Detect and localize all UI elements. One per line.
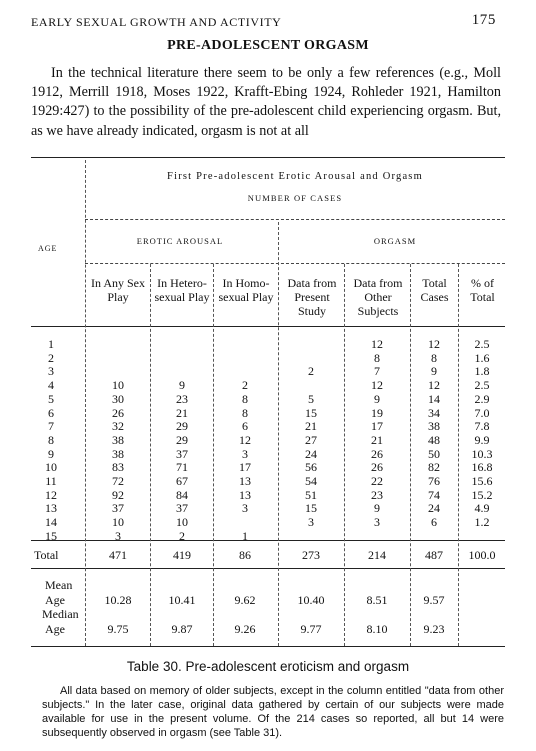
table-cell: 6 [431, 515, 437, 530]
age-header: AGE [38, 244, 58, 253]
total-cell: 471 [109, 548, 127, 562]
table-cell: 14 [428, 391, 440, 406]
table-cell: 26 [371, 460, 383, 475]
total-bottom-rule [31, 568, 505, 569]
table-cell: 21 [176, 405, 188, 420]
mean-cell: 9.57 [423, 593, 445, 607]
table-cell: 12 [428, 337, 440, 351]
table-cell: 13 [239, 474, 251, 488]
table-cell: 82 [428, 460, 440, 475]
table-cell: 54 [305, 474, 317, 488]
total-label: Total [34, 548, 59, 562]
age-label: 4 [48, 378, 54, 393]
age-label: 12 [45, 487, 57, 502]
column-header: In Hetero-sexual Play [154, 276, 210, 304]
age-label: 10 [45, 460, 57, 475]
table-cell: 12 [428, 378, 440, 393]
table-cell: 3 [242, 446, 248, 461]
table-cell: 2.9 [474, 391, 490, 406]
body-paragraph [31, 64, 501, 141]
mean-cell: 10.41 [168, 593, 196, 607]
table-cell: 15.2 [471, 487, 493, 502]
age-label: 5 [48, 391, 54, 406]
age-column-divider [85, 160, 86, 646]
table-cell: 23 [176, 391, 188, 406]
group-header-orgasm: ORGASM [373, 236, 417, 246]
table-cell: 19 [371, 405, 383, 420]
age-label: 2 [48, 350, 54, 365]
table-cell: 83 [112, 460, 124, 475]
table-title-rule [85, 219, 505, 220]
age-label: 15 [45, 528, 57, 543]
table-cell: 7.8 [474, 419, 490, 434]
table-cell: 92 [112, 487, 124, 502]
table-top-rule [31, 157, 505, 158]
table-title: First Pre-adolescent Erotic Arousal and Orgasm [167, 171, 423, 182]
table-cell: 15 [305, 501, 317, 516]
table-cell: 12 [239, 432, 251, 447]
table-cell: 10 [112, 515, 124, 530]
section-title: PRE-ADOLESCENT ORGASM [167, 38, 369, 53]
table-cell: 13 [239, 487, 251, 502]
table-cell: 29 [176, 432, 188, 447]
table-cell: 32 [112, 419, 124, 434]
column-header: Data from Other Subjects [353, 276, 403, 318]
table-cell: 8 [374, 350, 380, 365]
table-cell: 9 [431, 364, 437, 379]
table-cell: 37 [176, 501, 188, 516]
table-cell: 24 [428, 501, 440, 516]
table-cell: 9.9 [474, 432, 490, 447]
table-cell: 74 [428, 487, 440, 502]
table-cell: 26 [371, 446, 383, 461]
table-cell: 12 [371, 337, 383, 351]
column-header: Data from Present Study [287, 276, 337, 318]
age-label: 7 [48, 419, 54, 434]
total-cell: 419 [173, 548, 191, 562]
running-head-title: EARLY SEXUAL GROWTH AND ACTIVITY [31, 15, 282, 29]
table-cell: 17 [239, 460, 251, 475]
table-cell: 9 [179, 378, 185, 393]
table-cell: 84 [176, 487, 188, 502]
column-divider [150, 264, 151, 646]
column-header: % of Total [470, 276, 495, 304]
age-label: 3 [48, 364, 54, 379]
table-cell: 22 [371, 474, 383, 488]
table-bottom-rule [31, 646, 505, 647]
table-cell: 76 [428, 474, 440, 488]
table-cell: 7.0 [474, 405, 490, 420]
age-label: 6 [48, 405, 54, 420]
total-cell: 273 [302, 548, 320, 562]
table-cell: 8 [242, 405, 248, 420]
table-note [42, 684, 504, 740]
table-cell: 38 [428, 419, 440, 434]
table-cell: 9 [374, 501, 380, 516]
total-cell: 214 [368, 548, 386, 562]
table-note-text: All data based on memory of older subjects, except in the column entitled "data from other subjects." In the later case, original data gathered by certain of our subjects were made available for use in the present volume. Of the 214 cases so reported, all but 14 were subsequently observed in orgasm (see Table 31). [42, 685, 504, 739]
table-cell: 15.6 [471, 474, 493, 488]
running-head [31, 13, 496, 31]
table-cell: 2.5 [474, 378, 490, 393]
table-cell: 30 [112, 391, 124, 406]
table-cell: 9 [374, 391, 380, 406]
table-cell: 34 [428, 405, 440, 420]
table-cell: 3 [308, 515, 314, 530]
table-cell: 1.6 [474, 350, 490, 365]
median-cell: 9.77 [300, 622, 322, 636]
table-cell: 10 [112, 378, 124, 393]
table-cell: 8 [242, 391, 248, 406]
table-cell: 1 [242, 528, 248, 543]
age-label: 9 [48, 446, 54, 461]
table-cell: 50 [428, 446, 440, 461]
table-cell: 3 [115, 528, 121, 543]
mean-label-age: Age [45, 593, 65, 607]
table-cell: 6 [242, 419, 248, 434]
median-cell: 9.23 [423, 622, 445, 636]
mean-cell: 10.28 [104, 593, 132, 607]
table-cell: 26 [112, 405, 124, 420]
table-cell: 21 [371, 432, 383, 447]
table-cell: 4.9 [474, 501, 490, 516]
table-cell: 2 [179, 528, 185, 543]
table-cell: 17 [371, 419, 383, 434]
table-cell: 71 [176, 460, 188, 475]
table-cell: 12 [371, 378, 383, 393]
median-cell: 9.87 [171, 622, 193, 636]
table-cell: 3 [374, 515, 380, 530]
group-header-rule [85, 263, 505, 264]
table-cell: 2.5 [474, 337, 490, 351]
table-cell: 16.8 [471, 460, 493, 475]
table-cell: 56 [305, 460, 317, 475]
column-header: In Any Sex Play [91, 276, 145, 304]
column-divider [344, 264, 345, 646]
table-caption: Table 30. Pre-adolescent eroticism and orgasm [126, 659, 410, 674]
table-cell: 38 [112, 432, 124, 447]
mean-label: Mean [45, 578, 73, 592]
median-cell: 9.26 [234, 622, 256, 636]
table-cell: 38 [112, 446, 124, 461]
table-cell: 5 [308, 391, 314, 406]
group-divider [278, 222, 279, 646]
total-cell: 487 [425, 548, 443, 562]
mean-cell: 9.62 [234, 593, 256, 607]
median-label: Median [42, 607, 79, 621]
table-cell: 21 [305, 419, 317, 434]
table-cell: 2 [242, 378, 248, 393]
table-cell: 29 [176, 419, 188, 434]
median-cell: 8.10 [366, 622, 388, 636]
page-number: 175 [471, 12, 496, 28]
table-cell: 2 [308, 364, 314, 379]
table-cell: 7 [374, 364, 380, 379]
age-label: 11 [45, 474, 57, 488]
paragraph-text: In the technical literature there seem to be only a few references (e.g., Moll 1912, Merrill 1918, Moses 1922, Krafft-Ebing 1924, Rohleder 1921, Hamilton 1929:427) to the possibility of the pre-adolescent child experiencing orgasm. But, as we have already indicated, orgasm is not at all [31, 65, 501, 139]
table-cell: 72 [112, 474, 124, 488]
column-header: Total Cases [420, 276, 449, 304]
group-header-arousal: EROTIC AROUSAL [136, 236, 224, 246]
table-cell: 67 [176, 474, 188, 488]
column-divider [213, 264, 214, 646]
table-cell: 1.2 [474, 515, 490, 530]
mean-cell: 10.40 [297, 593, 325, 607]
table-cell: 27 [305, 432, 317, 447]
age-label: 8 [48, 432, 54, 447]
column-header: In Homo-sexual Play [218, 276, 274, 304]
age-label: 14 [45, 515, 57, 530]
table-cell: 10 [176, 515, 188, 530]
age-label: 1 [48, 337, 54, 351]
table-subtitle: NUMBER OF CASES [247, 193, 343, 203]
table-cell: 3 [242, 501, 248, 516]
table-cell: 48 [428, 432, 440, 447]
table-cell: 1.8 [474, 364, 490, 379]
table-cell: 8 [431, 350, 437, 365]
table-cell: 15 [305, 405, 317, 420]
column-header-rule [31, 326, 505, 327]
table-cell: 10.3 [471, 446, 493, 461]
table-cell: 24 [305, 446, 317, 461]
table-cell: 51 [305, 487, 317, 502]
age-label: 13 [45, 501, 57, 516]
median-label-age: Age [45, 622, 65, 636]
mean-cell: 8.51 [366, 593, 388, 607]
total-cell: 86 [239, 548, 251, 562]
table-cell: 23 [371, 487, 383, 502]
total-cell: 100.0 [468, 548, 496, 562]
table-cell: 37 [176, 446, 188, 461]
median-cell: 9.75 [107, 622, 129, 636]
table-cell: 37 [112, 501, 124, 516]
